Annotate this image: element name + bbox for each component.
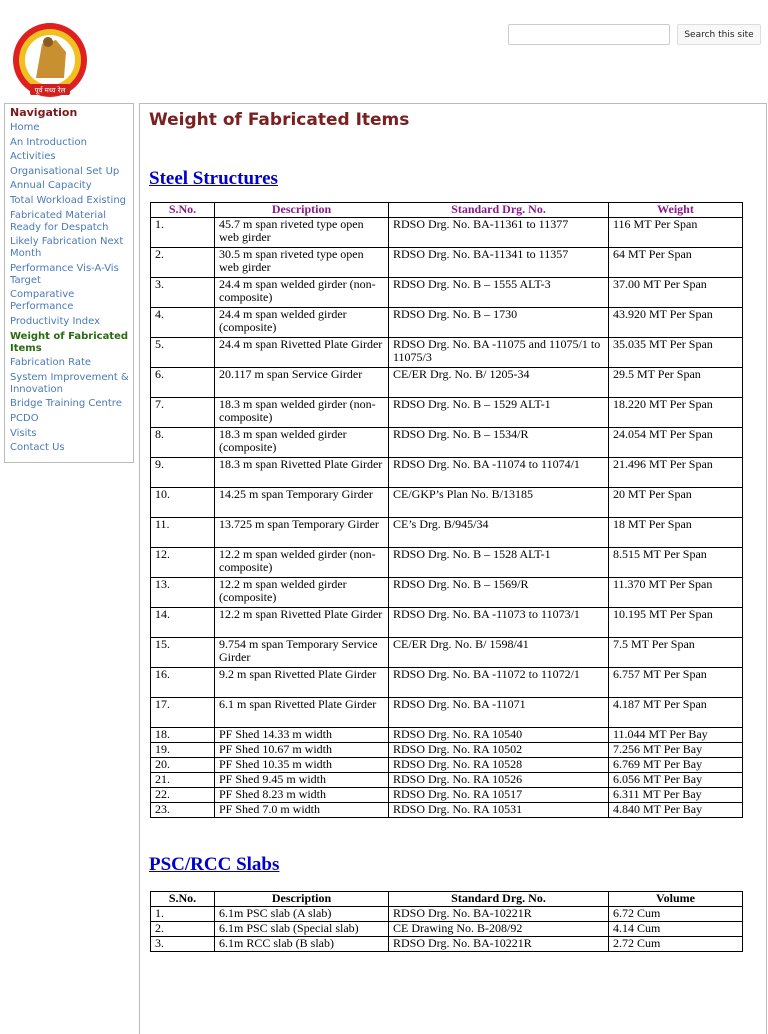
steel-structures-heading[interactable]: Steel Structures	[149, 168, 278, 189]
search-button[interactable]: Search this site	[677, 24, 761, 45]
nav-item[interactable]: Likely Fabrication Next Month	[10, 236, 124, 260]
table-cell: 6.1m PSC slab (A slab)	[215, 906, 389, 921]
table-cell: RDSO Drg. No. BA -11074 to 11074/1	[389, 457, 609, 487]
column-header: S.No.	[151, 203, 215, 218]
table-cell: RDSO Drg. No. BA -11075 and 11075/1 to 11075/3	[389, 337, 609, 367]
table-cell: PF Shed 9.45 m width	[215, 772, 389, 787]
nav-item[interactable]: Activities	[10, 151, 56, 163]
table-row	[151, 667, 743, 697]
steel-structures-table	[150, 202, 743, 818]
table-cell: 4.	[151, 307, 215, 337]
table-row	[151, 802, 743, 817]
table-cell: 29.5 MT Per Span	[609, 367, 743, 397]
table-cell: PF Shed 10.67 m width	[215, 742, 389, 757]
table-cell: 6.1 m span Rivetted Plate Girder	[215, 697, 389, 727]
column-header: Description	[215, 892, 389, 907]
table-cell: RDSO Drg. No. BA -11072 to 11072/1	[389, 667, 609, 697]
table-cell: 6.72 Cum	[609, 906, 743, 921]
table-row	[151, 217, 743, 247]
table-cell: 18 MT Per Span	[609, 517, 743, 547]
table-cell: RDSO Drg. No. RA 10528	[389, 757, 609, 772]
psc-rcc-slabs-table	[150, 891, 743, 952]
table-cell: 12.2 m span welded girder (composite)	[215, 577, 389, 607]
table-cell: RDSO Drg. No. RA 10502	[389, 742, 609, 757]
table-cell: 20.117 m span Service Girder	[215, 367, 389, 397]
table-cell: 14.25 m span Temporary Girder	[215, 487, 389, 517]
table-cell: RDSO Drg. No. B – 1528 ALT-1	[389, 547, 609, 577]
table-cell: PF Shed 8.23 m width	[215, 787, 389, 802]
table-cell: 9.2 m span Rivetted Plate Girder	[215, 667, 389, 697]
table-cell: 11.	[151, 517, 215, 547]
nav-item[interactable]: An Introduction	[10, 136, 87, 148]
table-cell: 4.840 MT Per Bay	[609, 802, 743, 817]
column-header: Description	[215, 203, 389, 218]
table-cell: 13.	[151, 577, 215, 607]
table-cell: 30.5 m span riveted type open web girder	[215, 247, 389, 277]
table-row	[151, 742, 743, 757]
table-row	[151, 921, 743, 936]
table-cell: 45.7 m span riveted type open web girder	[215, 217, 389, 247]
table-cell: 3.	[151, 936, 215, 951]
nav-item[interactable]: Fabricated Material Ready for Despatch	[10, 209, 109, 233]
table-cell: 37.00 MT Per Span	[609, 277, 743, 307]
table-cell: 18.	[151, 727, 215, 742]
table-cell: RDSO Drg. No. B – 1529 ALT-1	[389, 397, 609, 427]
table-cell: 6.769 MT Per Bay	[609, 757, 743, 772]
column-header: Weight	[609, 203, 743, 218]
table-cell: 16.	[151, 667, 215, 697]
column-header: Volume	[609, 892, 743, 907]
table-row	[151, 637, 743, 667]
table-cell: RDSO Drg. No. BA-10221R	[389, 936, 609, 951]
table-cell: 14.	[151, 607, 215, 637]
table-row	[151, 697, 743, 727]
table-cell: RDSO Drg. No. RA 10517	[389, 787, 609, 802]
nav-item[interactable]: Performance Vis-A-Vis Target	[10, 262, 119, 286]
table-cell: 12.2 m span welded girder (non-composite)	[215, 547, 389, 577]
table-cell: 64 MT Per Span	[609, 247, 743, 277]
nav-list	[10, 122, 129, 454]
table-row	[151, 307, 743, 337]
table-cell: 4.14 Cum	[609, 921, 743, 936]
table-cell: RDSO Drg. No. B – 1555 ALT-3	[389, 277, 609, 307]
table-cell: 8.515 MT Per Span	[609, 547, 743, 577]
table-row	[151, 787, 743, 802]
table-row	[151, 367, 743, 397]
table-cell: RDSO Drg. No. BA -11071	[389, 697, 609, 727]
table-cell: 10.	[151, 487, 215, 517]
table-cell: 19.	[151, 742, 215, 757]
psc-rcc-slabs-heading[interactable]: PSC/RCC Slabs	[149, 854, 280, 875]
table-row	[151, 757, 743, 772]
table-cell: 18.3 m span Rivetted Plate Girder	[215, 457, 389, 487]
nav-item[interactable]: Bridge Training Centre	[10, 398, 122, 410]
table-row	[151, 906, 743, 921]
table-cell: CE/ER Drg. No. B/ 1598/41	[389, 637, 609, 667]
table-row	[151, 607, 743, 637]
table-cell: CE’s Drg. B/945/34	[389, 517, 609, 547]
table-cell: 2.	[151, 247, 215, 277]
table-cell: 35.035 MT Per Span	[609, 337, 743, 367]
nav-item[interactable]: PCDO	[10, 412, 39, 424]
table-cell: 9.	[151, 457, 215, 487]
table-cell: RDSO Drg. No. B – 1569/R	[389, 577, 609, 607]
sidebar-navigation	[4, 103, 134, 463]
table-cell: RDSO Drg. No. BA -11073 to 11073/1	[389, 607, 609, 637]
table-cell: PF Shed 10.35 m width	[215, 757, 389, 772]
table-cell: 4.187 MT Per Span	[609, 697, 743, 727]
table-cell: 21.	[151, 772, 215, 787]
table-cell: 24.4 m span welded girder (non-composite)	[215, 277, 389, 307]
table-cell: 10.195 MT Per Span	[609, 607, 743, 637]
table-cell: RDSO Drg. No. BA-11361 to 11377	[389, 217, 609, 247]
logo-caption: पूर्व मध्य रेल	[34, 86, 66, 95]
column-header: Standard Drg. No.	[389, 892, 609, 907]
table-row	[151, 487, 743, 517]
table-cell: 6.056 MT Per Bay	[609, 772, 743, 787]
nav-item[interactable]: Productivity Index	[10, 315, 100, 327]
column-header: S.No.	[151, 892, 215, 907]
table-cell: 3.	[151, 277, 215, 307]
table-cell: 12.	[151, 547, 215, 577]
table-cell: 12.2 m span Rivetted Plate Girder	[215, 607, 389, 637]
table-cell: 23.	[151, 802, 215, 817]
table-cell: 2.72 Cum	[609, 936, 743, 951]
table-cell: 22.	[151, 787, 215, 802]
site-logo[interactable]	[8, 22, 92, 98]
table-row	[151, 577, 743, 607]
table-cell: 20.	[151, 757, 215, 772]
table-row	[151, 247, 743, 277]
table-cell: PF Shed 7.0 m width	[215, 802, 389, 817]
table-cell: 18.220 MT Per Span	[609, 397, 743, 427]
table-row	[151, 277, 743, 307]
table-cell: CE/ER Drg. No. B/ 1205-34	[389, 367, 609, 397]
table-cell: RDSO Drg. No. RA 10526	[389, 772, 609, 787]
column-header: Standard Drg. No.	[389, 203, 609, 218]
page-title: Weight of Fabricated Items	[149, 110, 410, 130]
table-cell: RDSO Drg. No. BA-11341 to 11357	[389, 247, 609, 277]
table-cell: 11.370 MT Per Span	[609, 577, 743, 607]
table-cell: 13.725 m span Temporary Girder	[215, 517, 389, 547]
table-cell: 1.	[151, 906, 215, 921]
table-cell: 6.1m PSC slab (Special slab)	[215, 921, 389, 936]
table-row	[151, 547, 743, 577]
table-row	[151, 936, 743, 951]
table-row	[151, 457, 743, 487]
table-cell: 24.4 m span Rivetted Plate Girder	[215, 337, 389, 367]
table-cell: 24.4 m span welded girder (composite)	[215, 307, 389, 337]
search-input[interactable]	[508, 24, 670, 45]
nav-item[interactable]: Visits	[10, 427, 37, 439]
table-cell: PF Shed 14.33 m width	[215, 727, 389, 742]
table-cell: RDSO Drg. No. B – 1730	[389, 307, 609, 337]
table-cell: 8.	[151, 427, 215, 457]
nav-item[interactable]: Weight of Fabricated Items	[10, 330, 129, 354]
table-cell: RDSO Drg. No. B – 1534/R	[389, 427, 609, 457]
nav-item[interactable]: Fabrication Rate	[10, 357, 92, 369]
table-cell: 18.3 m span welded girder (composite)	[215, 427, 389, 457]
table-cell: 43.920 MT Per Span	[609, 307, 743, 337]
table-cell: 6.	[151, 367, 215, 397]
nav-heading: Navigation	[10, 106, 78, 119]
table-cell: 7.256 MT Per Bay	[609, 742, 743, 757]
table-cell: RDSO Drg. No. RA 10531	[389, 802, 609, 817]
table-cell: 21.496 MT Per Span	[609, 457, 743, 487]
table-row	[151, 517, 743, 547]
table-cell: RDSO Drg. No. BA-10221R	[389, 906, 609, 921]
table-cell: 2.	[151, 921, 215, 936]
table-cell: 20 MT Per Span	[609, 487, 743, 517]
table-cell: 6.1m RCC slab (B slab)	[215, 936, 389, 951]
table-cell: 7.	[151, 397, 215, 427]
table-cell: 9.754 m span Temporary Service Girder	[215, 637, 389, 667]
nav-item[interactable]: Comparative Performance	[10, 289, 75, 313]
table-cell: RDSO Drg. No. RA 10540	[389, 727, 609, 742]
table-cell: 1.	[151, 217, 215, 247]
table-cell: 6.311 MT Per Bay	[609, 787, 743, 802]
table-cell: 24.054 MT Per Span	[609, 427, 743, 457]
nav-item[interactable]: Contact Us	[10, 442, 65, 454]
table-cell: 11.044 MT Per Bay	[609, 727, 743, 742]
nav-item[interactable]: Home	[10, 122, 40, 133]
table-cell: 15.	[151, 637, 215, 667]
nav-item[interactable]: Total Workload Existing	[10, 194, 127, 206]
table-cell: CE Drawing No. B-208/92	[389, 921, 609, 936]
table-cell: 6.757 MT Per Span	[609, 667, 743, 697]
table-row	[151, 772, 743, 787]
table-cell: CE/GKP’s Plan No. B/13185	[389, 487, 609, 517]
table-cell: 116 MT Per Span	[609, 217, 743, 247]
table-cell: 17.	[151, 697, 215, 727]
table-row	[151, 727, 743, 742]
nav-item[interactable]: Organisational Set Up	[10, 165, 120, 177]
table-row	[151, 397, 743, 427]
nav-item[interactable]: Annual Capacity	[10, 180, 92, 192]
nav-item[interactable]: System Improvement & Innovation	[10, 371, 129, 395]
table-cell: 18.3 m span welded girder (non-composite)	[215, 397, 389, 427]
table-cell: 7.5 MT Per Span	[609, 637, 743, 667]
table-cell: 5.	[151, 337, 215, 367]
table-row	[151, 427, 743, 457]
table-row	[151, 337, 743, 367]
